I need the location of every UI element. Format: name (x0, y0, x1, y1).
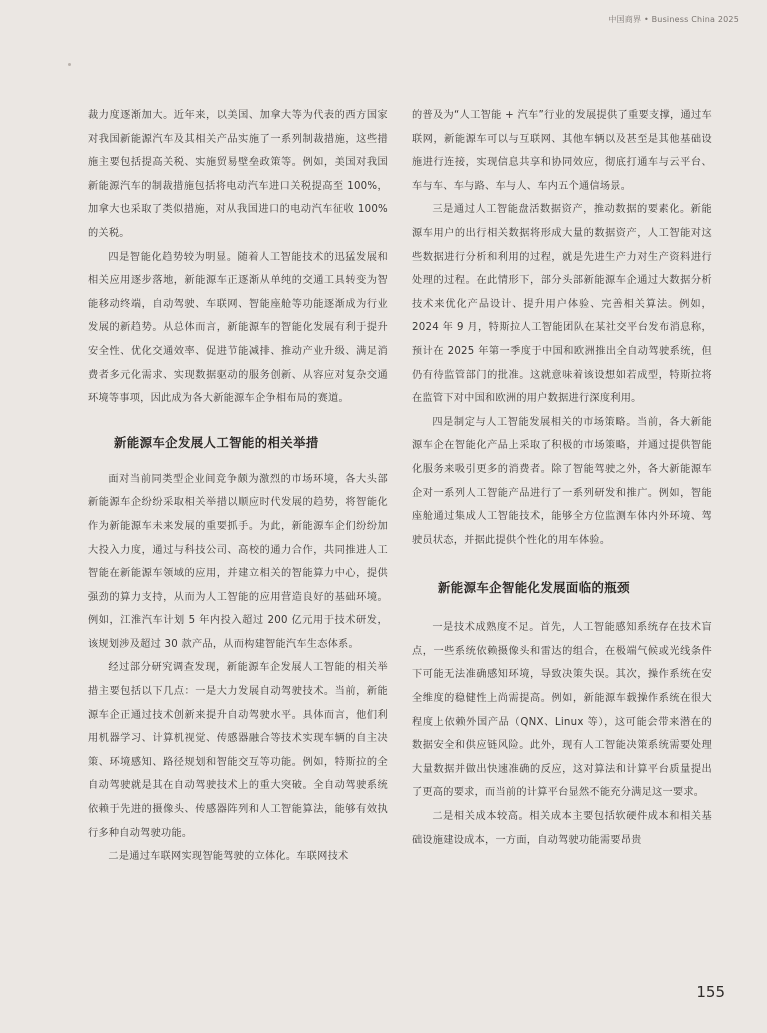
page-number: 155 (696, 983, 725, 1001)
running-header: 中国商界 • Business China 2025 (608, 15, 739, 24)
paragraph: 二是通过车联网实现智能驾驶的立体化。车联网技术 (108, 851, 349, 863)
paragraph: 经过部分研究调查发现，新能源车企发展人工智能的相关举措主要包括以下几点：一是大力发展自动驾驶技术。当前，新能源车企正通过技术创新来提升自动驾驶水平。具体而言，他们利用机器学习、计算机视觉、传感器融合等技术实现车辆的自主决策、环境感知、路径规划和智能交互等功能。例如，特斯拉的全自动驾驶就是其在自动驾驶技术上的重大突破。全自动驾驶系统依赖于先进的摄像头、传感器阵列和人工智能算法，能够有效执行多种自动驾驶功能。 (88, 662, 388, 839)
section-heading: 新能源车企发展人工智能的相关举措 (114, 434, 319, 450)
section-heading: 新能源车企智能化发展面临的瓶颈 (438, 580, 630, 596)
paragraph: 二是相关成本较高。相关成本主要包括软硬件成本和相关基础设施建设成本，一方面，自动驾驶功能需要昂贵 (412, 811, 712, 846)
paragraph: 裁力度逐渐加大。近年来，以美国、加拿大等为代表的西方国家对我国新能源汽车及其相关产品实施了一系列制裁措施，这些措施主要包括提高关税、实施贸易壁垒政策等。例如，美国对我国新能源汽车的制裁措施包括将电动汽车进口关税提高至 100%，加拿大也采取了类似措施，对从我国进口的电动汽车征收 100% 的关税。 (88, 110, 388, 239)
paragraph: 面对当前同类型企业间竞争颇为激烈的市场环境，各大头部新能源车企纷纷采取相关举措以顺应时代发展的趋势，将智能化作为新能源车未来发展的重要抓手。为此，新能源车企们纷纷加大投入力度，通过与科技公司、高校的通力合作，共同推进人工智能在新能源车领域的应用，并建立相关的智能算力中心，提供强劲的算力支持，从而为人工智能的应用营造良好的基础环境。例如，江淮汽车计划 5 年内投入超过 200 亿元用于技术研发，该规划涉及超过 30 款产品，从而构建智能汽车生态体系。 (88, 473, 388, 650)
paragraph: 的普及为“人工智能 + 汽车”行业的发展提供了重要支撑，通过车联网，新能源车可以与互联网、其他车辆以及甚至是其他基础设施进行连接，实现信息共享和协同效应，彻底打通车与云平台、车与车、车与路、车与人、车内五个通信场景。 (412, 110, 712, 192)
paragraph: 四是制定与人工智能发展相关的市场策略。当前，各大新能源车企在智能化产品上采取了积极的市场策略，并通过提供智能化服务来吸引更多的消费者。除了智能驾驶之外，各大新能源车企对一系列人工智能产品进行了一系列研发和推广。例如，智能座舱通过集成人工智能技术，能够全方位监测车体内外环境、驾驶员状态，并据此提供个性化的用车体验。 (412, 416, 712, 546)
paragraph: 一是技术成熟度不足。首先，人工智能感知系统存在技术盲点，一些系统依赖摄像头和雷达的组合，在极端气候或光线条件下可能无法准确感知环境，导致决策失误。其次，操作系统在安全维度的稳健性上尚需提高。例如，新能源车载操作系统在很大程度上依赖外国产品（QNX、Linux 等），这可能会带来潜在的数据安全和供应链风险。此外，现有人工智能决策系统需要处理大量数据并做出快速准确的反应，这对算法和计算平台质量提出了更高的要求，而当前的计算平台显然不能充分满足这一要求。 (412, 622, 712, 799)
paragraph: 四是智能化趋势较为明显。随着人工智能技术的迅猛发展和相关应用逐步落地，新能源车正逐渐从单纯的交通工具转变为智能移动终端，自动驾驶、车联网、智能座舱等功能逐渐成为行业发展的新趋势。从总体而言，新能源车的智能化发展有利于提升安全性、优化交通效率、促进节能减排、推动产业升级、满足消费者多元化需求、实现数据驱动的服务创新、从容应对复杂交通环境等事项，因此成为各大新能源车企争相布局的赛道。 (88, 251, 388, 405)
paragraph: 三是通过人工智能盘活数据资产，推动数据的要素化。新能源车用户的出行相关数据将形成大量的数据资产，人工智能对这些数据进行分析和利用的过程，就是先进生产力对生产资料进行处理的过程。在此情形下，部分头部新能源车企通过大数据分析技术来优化产品设计、提升用户体验、完善相关算法。例如，2024 年 9 月，特斯拉人工智能团队在某社交平台发布消息称，预计在 2025 年第一季度于中国和欧洲推出全自动驾驶系统，但仍有待监管部门的批准。这就意味着该设想如若成型，特斯拉将在监管下对中国和欧洲的用户数据进行深度利用。 (412, 204, 712, 405)
right-column (412, 104, 712, 852)
decorative-dot (68, 63, 71, 66)
left-column (88, 104, 388, 869)
